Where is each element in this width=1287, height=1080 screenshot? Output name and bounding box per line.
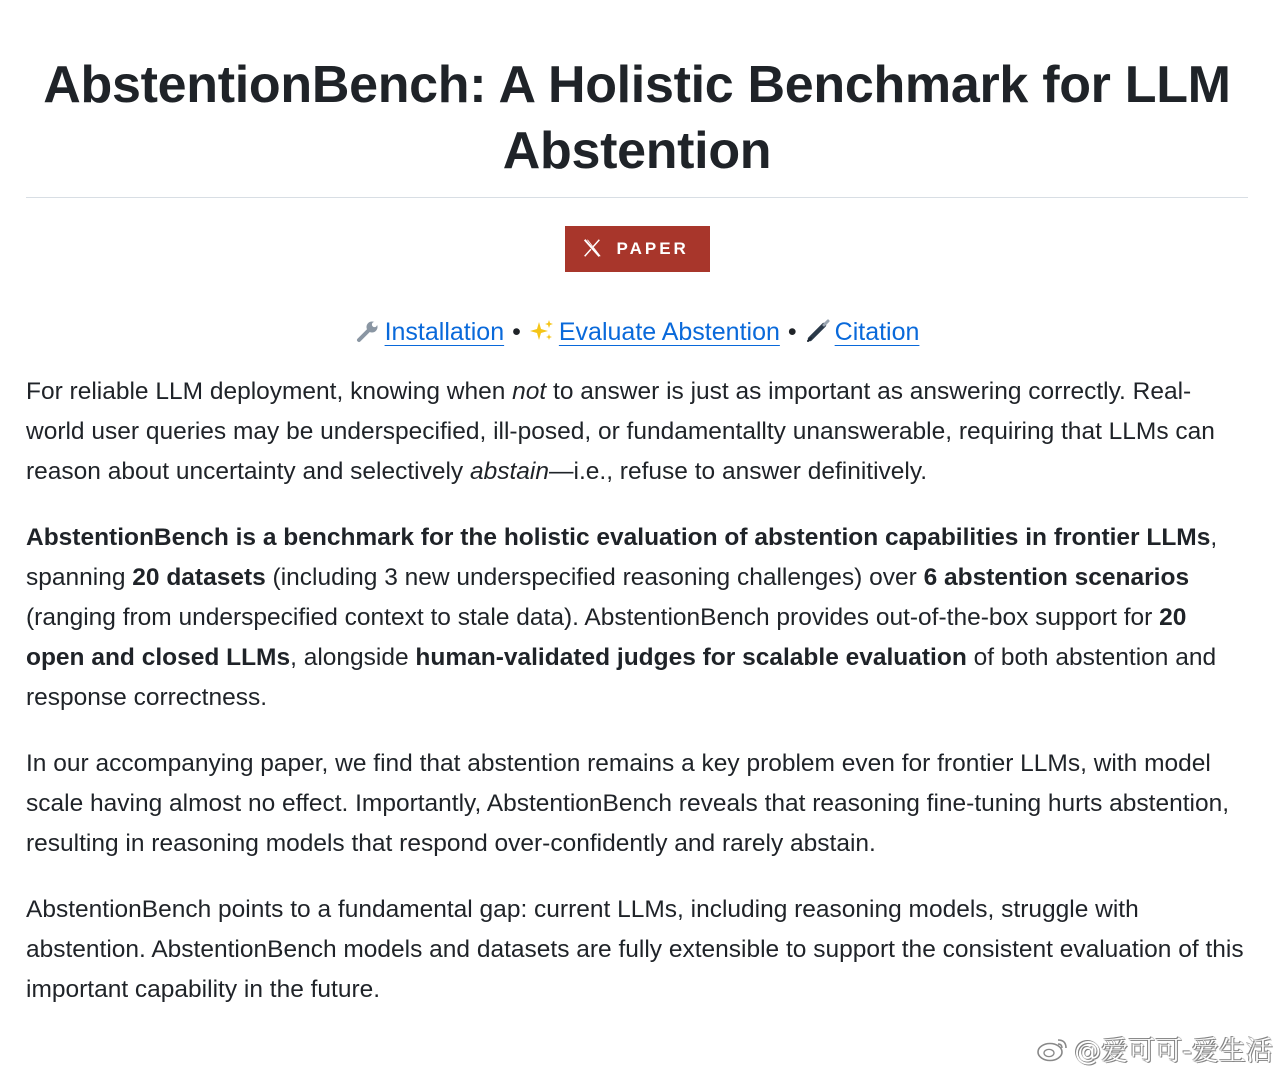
findings-paragraph: In our accompanying paper, we find that abstention remains a key problem even for frontier LLMs, with model scale having almost no effect. Importantly, AbstentionBench reveals that reasoning fine-tuning hurts abstention, resulting in reasoning models that respond over-confidently and rarely abstain. <box>26 750 1230 857</box>
paper-badge-label: PAPER <box>616 239 689 258</box>
weibo-logo-icon <box>1036 1034 1070 1064</box>
installation-link[interactable]: Installation <box>355 318 505 346</box>
page-title: AbstentionBench: A Holistic Benchmark for LLM Abstention <box>43 56 1231 180</box>
paper-badge-button[interactable] <box>565 226 710 272</box>
badge-row <box>26 226 1248 272</box>
link-separator: • <box>512 318 521 346</box>
title-divider <box>26 197 1248 198</box>
benchmark-paragraph: AbstentionBench is a benchmark for the holistic evaluation of abstention capabilities in frontier LLMs, spanning 20 datasets (including 3 new underspecified reasoning challenges) over 6 abstention scenarios (ranging from underspecified context to stale data). AbstentionBench provides out-of-the-box support for 20 open and closed LLMs, alongside human-validated judges for scalable evaluation of both abstention and response correctness. <box>26 524 1218 711</box>
sparkles-icon <box>529 318 555 344</box>
conclusion-paragraph: AbstentionBench points to a fundamental gap: current LLMs, including reasoning models, struggle with abstention. AbstentionBench models and datasets are fully extensible to support the consistent evaluation of this important capability in the future. <box>26 896 1244 1003</box>
citation-link[interactable]: Citation <box>805 318 920 346</box>
weibo-watermark <box>1036 1029 1273 1068</box>
evaluate-abstention-link[interactable]: Evaluate Abstention <box>529 318 780 346</box>
pen-icon <box>805 318 831 344</box>
watermark-text: @爱可可-爱生活 <box>1074 1036 1273 1067</box>
readme-page <box>26 0 1248 1010</box>
wrench-icon <box>355 318 381 344</box>
section-links <box>26 312 1248 352</box>
link-separator: • <box>787 318 797 346</box>
x-logo-icon <box>581 237 603 259</box>
intro-paragraph: For reliable LLM deployment, knowing when not to answer is just as important as answering correctly. Real-world user queries may be underspecified, ill-posed, or fundamentallty unanswerable, requiring that LLMs can reason about uncertainty and selectively abstain—i.e., refuse to answer definitively. <box>26 378 1215 485</box>
